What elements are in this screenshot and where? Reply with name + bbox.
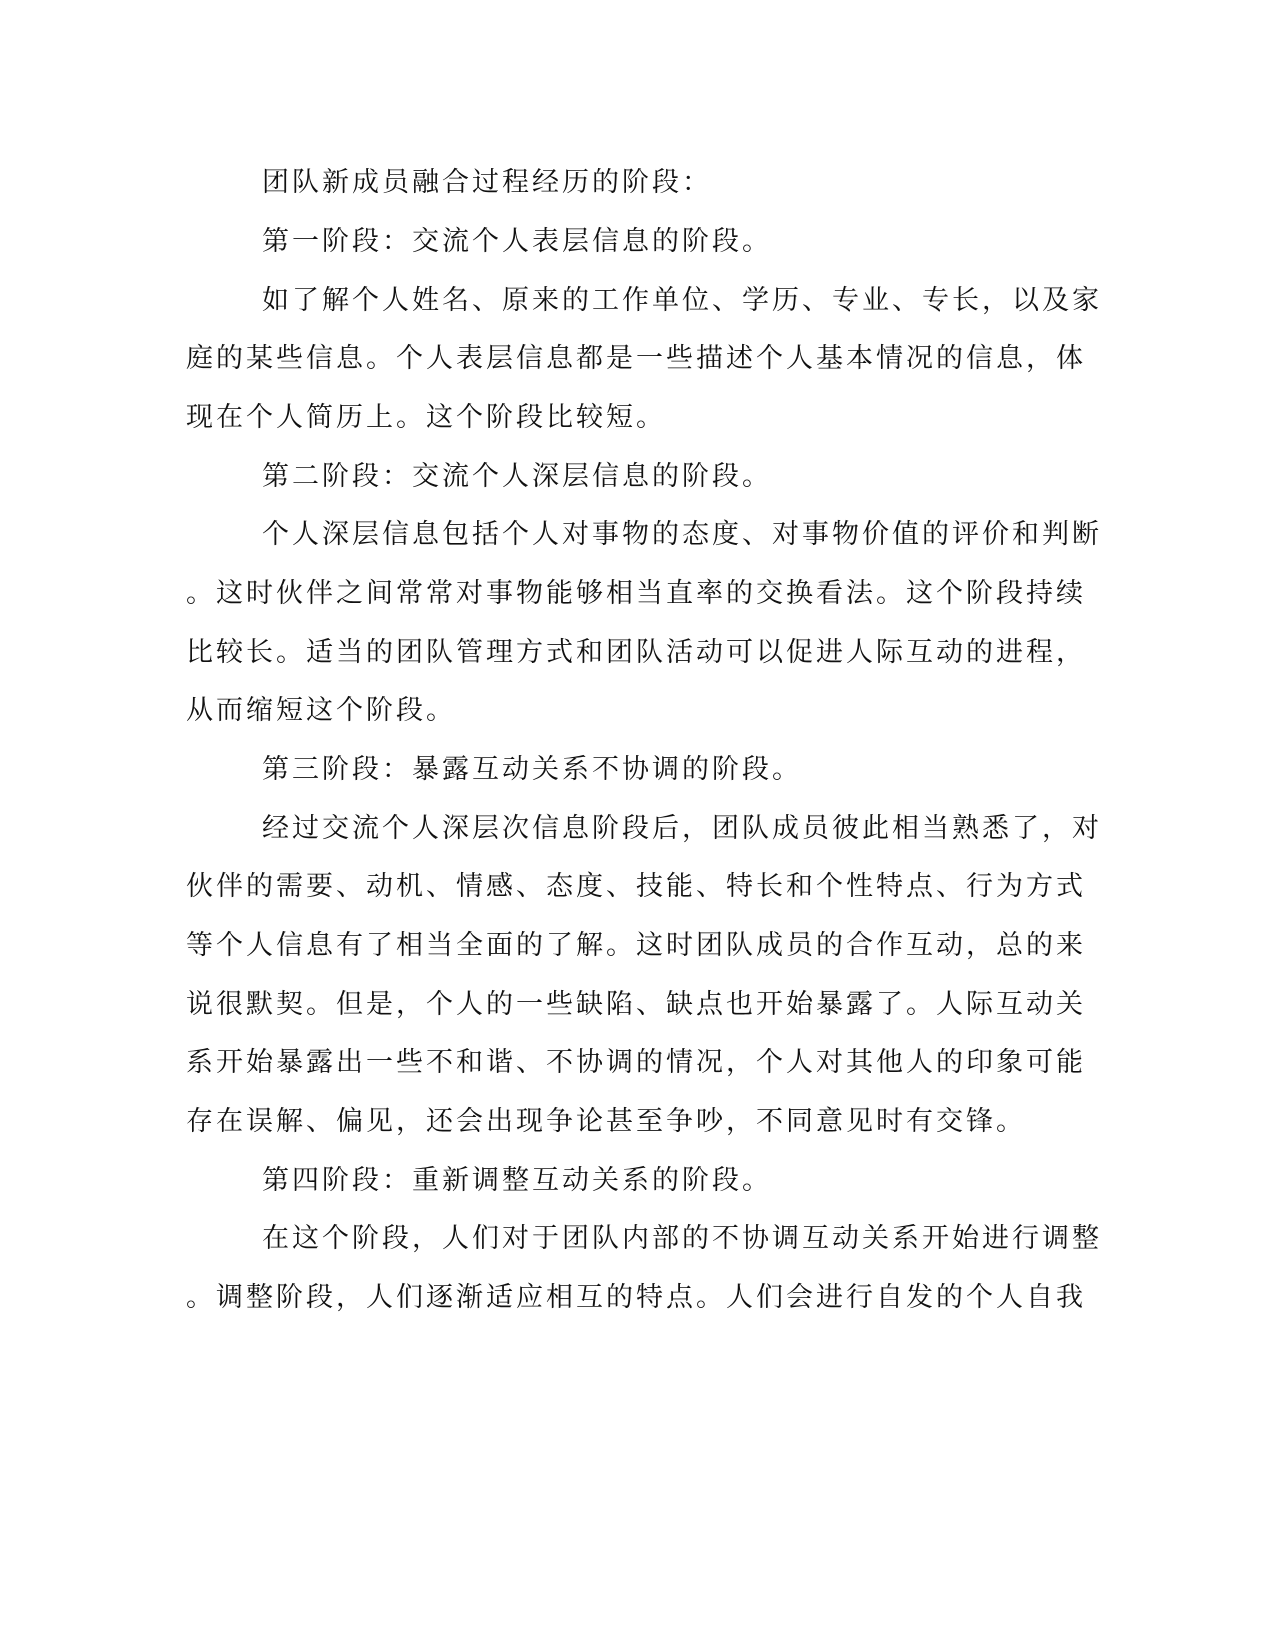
paragraph-line: 。这时伙伴之间常常对事物能够相当直率的交换看法。这个阶段持续 xyxy=(186,578,1086,609)
stage-three-heading: 第三阶段：暴露互动关系不协调的阶段。 xyxy=(262,754,802,785)
paragraph-line: 存在误解、偏见，还会出现争论甚至争吵，不同意见时有交锋。 xyxy=(186,1106,1026,1137)
paragraph-line: 。调整阶段，人们逐渐适应相互的特点。人们会进行自发的个人自我 xyxy=(186,1282,1086,1313)
stage-one-heading: 第一阶段：交流个人表层信息的阶段。 xyxy=(262,226,772,257)
paragraph-line: 庭的某些信息。个人表层信息都是一些描述个人基本情况的信息，体 xyxy=(186,343,1086,374)
paragraph-line: 等个人信息有了相当全面的了解。这时团队成员的合作互动，总的来 xyxy=(186,930,1086,961)
paragraph-line: 伙伴的需要、动机、情感、态度、技能、特长和个性特点、行为方式 xyxy=(186,871,1086,902)
paragraph-line: 比较长。适当的团队管理方式和团队活动可以促进人际互动的进程， xyxy=(186,637,1086,668)
stage-four-heading: 第四阶段：重新调整互动关系的阶段。 xyxy=(262,1165,772,1196)
paragraph-line: 如了解个人姓名、原来的工作单位、学历、专业、专长，以及家 xyxy=(262,285,1102,316)
paragraph-line: 个人深层信息包括个人对事物的态度、对事物价值的评价和判断 xyxy=(262,519,1102,550)
paragraph-line: 在这个阶段，人们对于团队内部的不协调互动关系开始进行调整 xyxy=(262,1223,1102,1254)
paragraph-line: 现在个人简历上。这个阶段比较短。 xyxy=(186,402,666,433)
paragraph-line: 说很默契。但是，个人的一些缺陷、缺点也开始暴露了。人际互动关 xyxy=(186,989,1086,1020)
intro-heading: 团队新成员融合过程经历的阶段： xyxy=(262,167,712,198)
paragraph-line: 从而缩短这个阶段。 xyxy=(186,695,456,726)
paragraph-line: 经过交流个人深层次信息阶段后，团队成员彼此相当熟悉了，对 xyxy=(262,813,1102,844)
paragraph-line: 系开始暴露出一些不和谐、不协调的情况，个人对其他人的印象可能 xyxy=(186,1047,1086,1078)
stage-two-heading: 第二阶段：交流个人深层信息的阶段。 xyxy=(262,461,772,492)
